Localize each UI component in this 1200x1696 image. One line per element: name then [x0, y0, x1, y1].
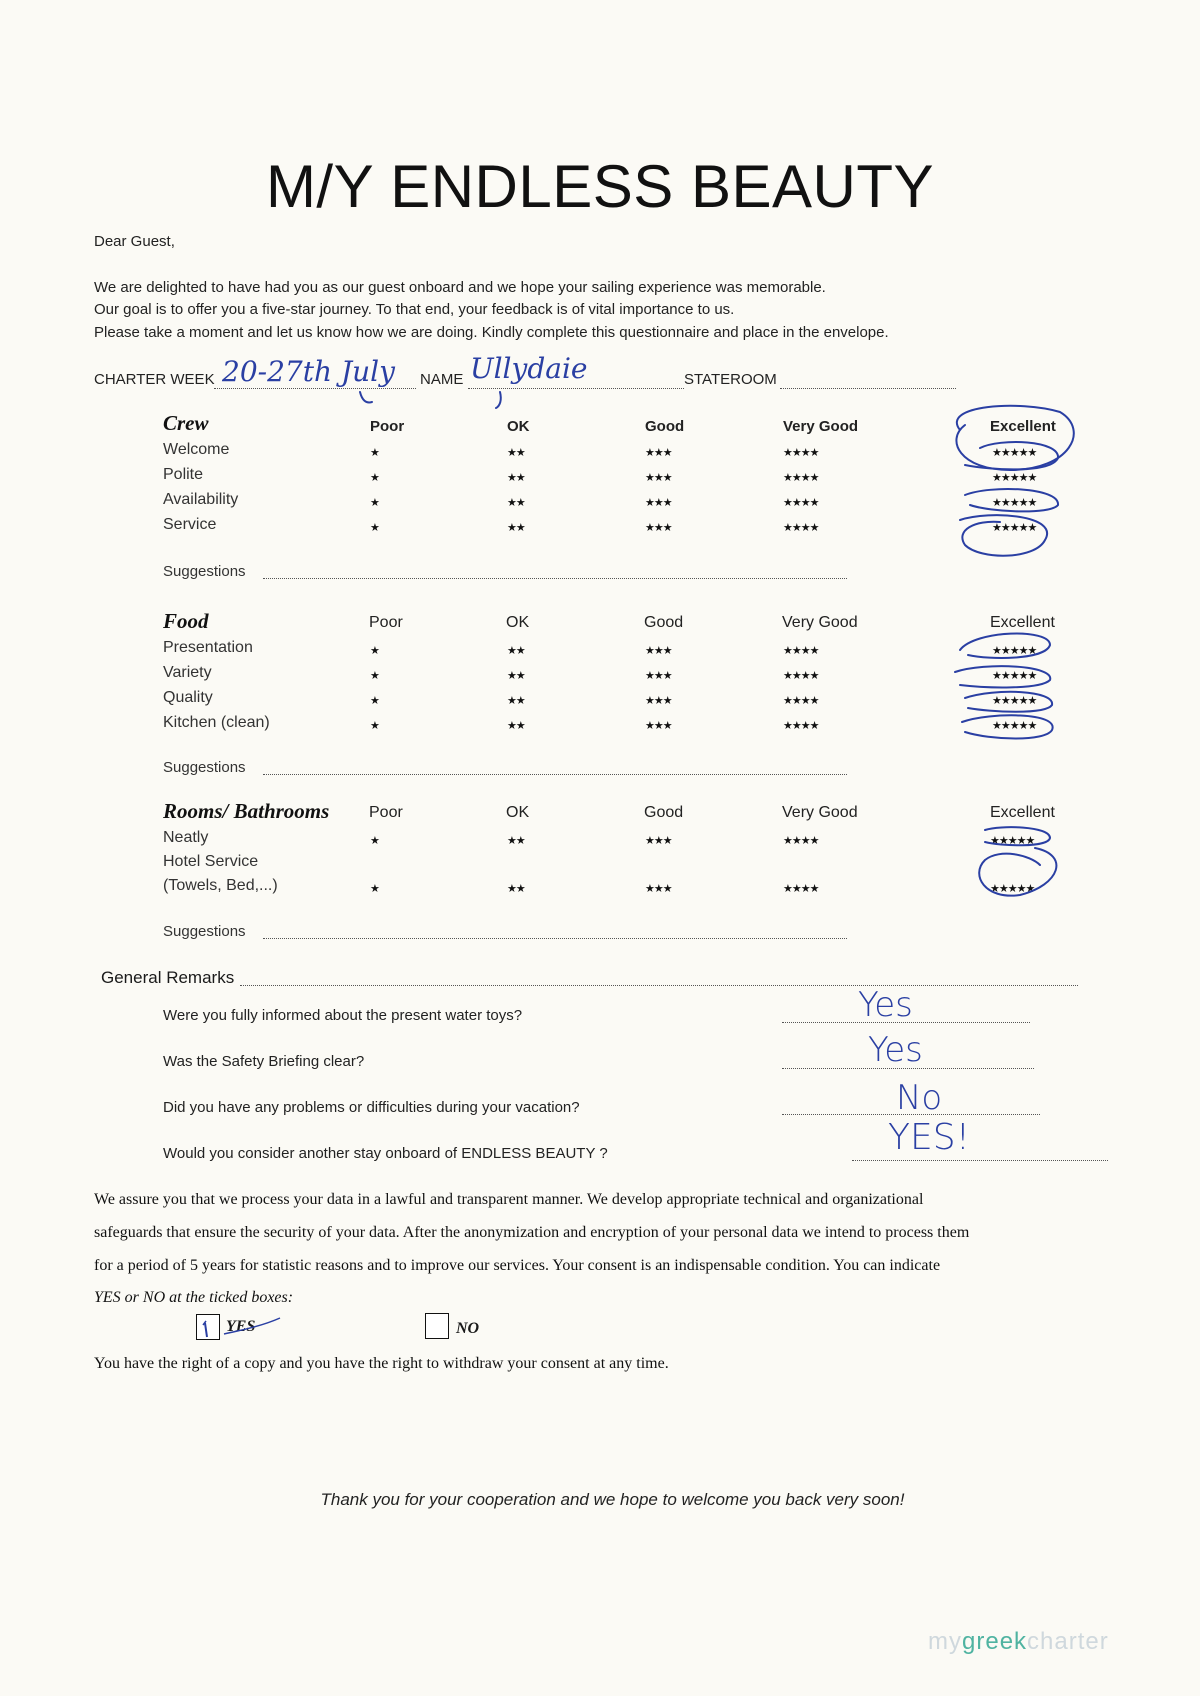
star-option-4[interactable]: ★★★★	[783, 670, 819, 682]
col-ok: OK	[506, 614, 530, 631]
col-ok: OK	[507, 418, 530, 435]
star-option-3[interactable]: ★★★	[645, 645, 672, 657]
intro-line-2: Our goal is to offer you a five-star journey. To that end, your feedback is of vital importance to us.	[94, 301, 735, 318]
star-option-5[interactable]: ★★★★★	[992, 522, 1037, 534]
row-label: Presentation	[163, 639, 253, 656]
star-option-5[interactable]: ★★★★★	[992, 645, 1037, 657]
star-option-1[interactable]: ★	[370, 497, 379, 509]
star-option-4[interactable]: ★★★★	[783, 522, 819, 534]
name-label: NAME	[420, 371, 464, 388]
suggestions-label: Suggestions	[163, 923, 246, 940]
col-poor: Poor	[369, 614, 403, 631]
star-option-4[interactable]: ★★★★	[783, 472, 819, 484]
star-option-3[interactable]: ★★★	[645, 522, 672, 534]
rights-text: You have the right of a copy and you have the right to withdraw your consent at any time.	[94, 1355, 669, 1372]
star-option-5[interactable]: ★★★★★	[990, 883, 1035, 895]
document-title: M/Y ENDLESS BEAUTY	[265, 153, 935, 220]
star-option-2[interactable]: ★★	[507, 447, 525, 459]
star-option-3[interactable]: ★★★	[645, 835, 672, 847]
circle-mark	[955, 666, 1050, 687]
ink-stroke	[360, 392, 372, 403]
circle-mark	[962, 715, 1053, 738]
circle-mark	[965, 489, 1058, 511]
watermark-suffix: charter	[1027, 1628, 1109, 1655]
greeting: Dear Guest,	[94, 233, 175, 250]
circle-mark	[985, 827, 1050, 845]
data-notice-line-1: We assure you that we process your data in a lawful and transparent manner. We develop appropriate technical and organizational	[94, 1191, 924, 1208]
suggestions-label: Suggestions	[163, 759, 246, 776]
row-label: Quality	[163, 689, 213, 706]
suggestions-label: Suggestions	[163, 563, 246, 580]
col-good: Good	[644, 614, 684, 631]
col-excellent: Excellent	[990, 418, 1056, 435]
charter-week-value[interactable]: 20-27th July	[222, 355, 395, 388]
star-option-3[interactable]: ★★★	[645, 497, 672, 509]
star-option-4[interactable]: ★★★★	[783, 645, 819, 657]
question-problems: Did you have any problems or difficulties during your vacation?	[163, 1099, 580, 1116]
star-option-1[interactable]: ★	[370, 447, 379, 459]
star-option-2[interactable]: ★★	[507, 883, 525, 895]
section-title-food: Food	[163, 609, 209, 633]
row-label: Variety	[163, 664, 212, 681]
col-excellent: Excellent	[990, 614, 1055, 631]
star-option-5[interactable]: ★★★★★	[992, 670, 1037, 682]
answer-water-toys[interactable]: Yes	[858, 985, 913, 1025]
star-option-3[interactable]: ★★★	[645, 695, 672, 707]
charter-week-label: CHARTER WEEK	[94, 371, 215, 388]
consent-no-label: NO	[456, 1320, 480, 1337]
col-very-good: Very Good	[782, 614, 858, 631]
star-option-4[interactable]: ★★★★	[783, 695, 819, 707]
ink-stroke	[496, 392, 501, 408]
star-option-4[interactable]: ★★★★	[783, 883, 819, 895]
watermark-middle: greek	[962, 1628, 1028, 1655]
stateroom-label: STATEROOM	[684, 371, 777, 388]
question-another-stay: Would you consider another stay onboard of ENDLESS BEAUTY ?	[163, 1145, 608, 1162]
answer-problems[interactable]: No	[896, 1078, 943, 1118]
star-option-3[interactable]: ★★★	[645, 472, 672, 484]
row-label: Polite	[163, 466, 204, 483]
data-notice-line-2: safeguards that ensure the security of your data. After the anonymization and encryption of your personal data we intend to process them	[94, 1224, 970, 1241]
answer-safety-briefing[interactable]: Yes	[868, 1030, 923, 1070]
col-ok: OK	[506, 804, 530, 821]
star-option-4[interactable]: ★★★★	[783, 720, 819, 732]
star-option-2[interactable]: ★★	[507, 720, 525, 732]
star-option-2[interactable]: ★★	[507, 695, 525, 707]
intro-line-1: We are delighted to have had you as our guest onboard and we hope your sailing experience was memorable.	[94, 279, 826, 296]
star-option-1[interactable]: ★	[370, 670, 379, 682]
col-good: Good	[645, 418, 685, 435]
star-option-2[interactable]: ★★	[507, 522, 525, 534]
name-value[interactable]: Ullydaie	[470, 352, 588, 385]
star-option-1[interactable]: ★	[370, 883, 379, 895]
row-label: Kitchen (clean)	[163, 714, 270, 731]
circle-mark	[965, 692, 1052, 712]
col-very-good: Very Good	[783, 418, 859, 435]
star-option-5[interactable]: ★★★★★	[990, 835, 1035, 847]
star-option-5[interactable]: ★★★★★	[992, 447, 1037, 459]
star-option-2[interactable]: ★★	[507, 472, 525, 484]
section-title-rooms: Rooms/ Bathrooms	[163, 799, 330, 823]
circle-mark	[960, 515, 1047, 556]
row-label: (Towels, Bed,...)	[163, 877, 278, 894]
row-label: Neatly	[163, 829, 209, 846]
col-excellent: Excellent	[990, 804, 1055, 821]
col-poor: Poor	[370, 418, 405, 435]
star-option-1[interactable]: ★	[370, 645, 379, 657]
col-poor: Poor	[369, 804, 403, 821]
star-option-3[interactable]: ★★★	[645, 720, 672, 732]
star-option-3[interactable]: ★★★	[645, 670, 672, 682]
star-option-5[interactable]: ★★★★★	[992, 472, 1037, 484]
intro-line-3: Please take a moment and let us know how we are doing. Kindly complete this questionnaire and place in the envelope.	[94, 324, 889, 341]
star-option-1[interactable]: ★	[370, 472, 379, 484]
star-option-4[interactable]: ★★★★	[783, 447, 819, 459]
col-good: Good	[644, 804, 684, 821]
star-option-3[interactable]: ★★★	[645, 447, 672, 459]
star-option-2[interactable]: ★★	[507, 497, 525, 509]
col-very-good: Very Good	[782, 804, 858, 821]
star-option-1[interactable]: ★	[370, 522, 379, 534]
star-option-1[interactable]: ★	[370, 835, 379, 847]
consent-yes-label: YES	[226, 1318, 256, 1335]
star-option-4[interactable]: ★★★★	[783, 835, 819, 847]
star-option-1[interactable]: ★	[370, 695, 379, 707]
row-label: Welcome	[163, 441, 230, 458]
data-notice-line-3: for a period of 5 years for statistic reasons and to improve our services. Your consent is an indispensable condition. You can indicate	[94, 1257, 941, 1274]
star-option-2[interactable]: ★★	[507, 670, 525, 682]
data-notice-line-4: YES or NO at the ticked boxes:	[94, 1289, 294, 1306]
answer-another-stay[interactable]: YES!	[888, 1117, 971, 1158]
star-option-5[interactable]: ★★★★★	[992, 695, 1037, 707]
row-label: Service	[163, 516, 217, 533]
star-option-2[interactable]: ★★	[507, 835, 525, 847]
circle-mark	[979, 848, 1056, 896]
closing-message: Thank you for your cooperation and we hope to welcome you back very soon!	[320, 1490, 905, 1509]
star-option-3[interactable]: ★★★	[645, 883, 672, 895]
star-option-1[interactable]: ★	[370, 720, 379, 732]
section-title-crew: Crew	[163, 411, 209, 435]
question-safety-briefing: Was the Safety Briefing clear?	[163, 1053, 365, 1070]
star-option-5[interactable]: ★★★★★	[992, 720, 1037, 732]
circle-mark	[960, 634, 1050, 658]
star-option-4[interactable]: ★★★★	[783, 497, 819, 509]
row-label: Hotel Service	[163, 853, 259, 870]
star-option-2[interactable]: ★★	[507, 645, 525, 657]
star-option-5[interactable]: ★★★★★	[992, 497, 1037, 509]
watermark-prefix: my	[928, 1628, 962, 1655]
row-label: Availability	[163, 491, 239, 508]
general-remarks-label: General Remarks	[101, 968, 235, 987]
question-water-toys: Were you fully informed about the present water toys?	[163, 1007, 523, 1024]
